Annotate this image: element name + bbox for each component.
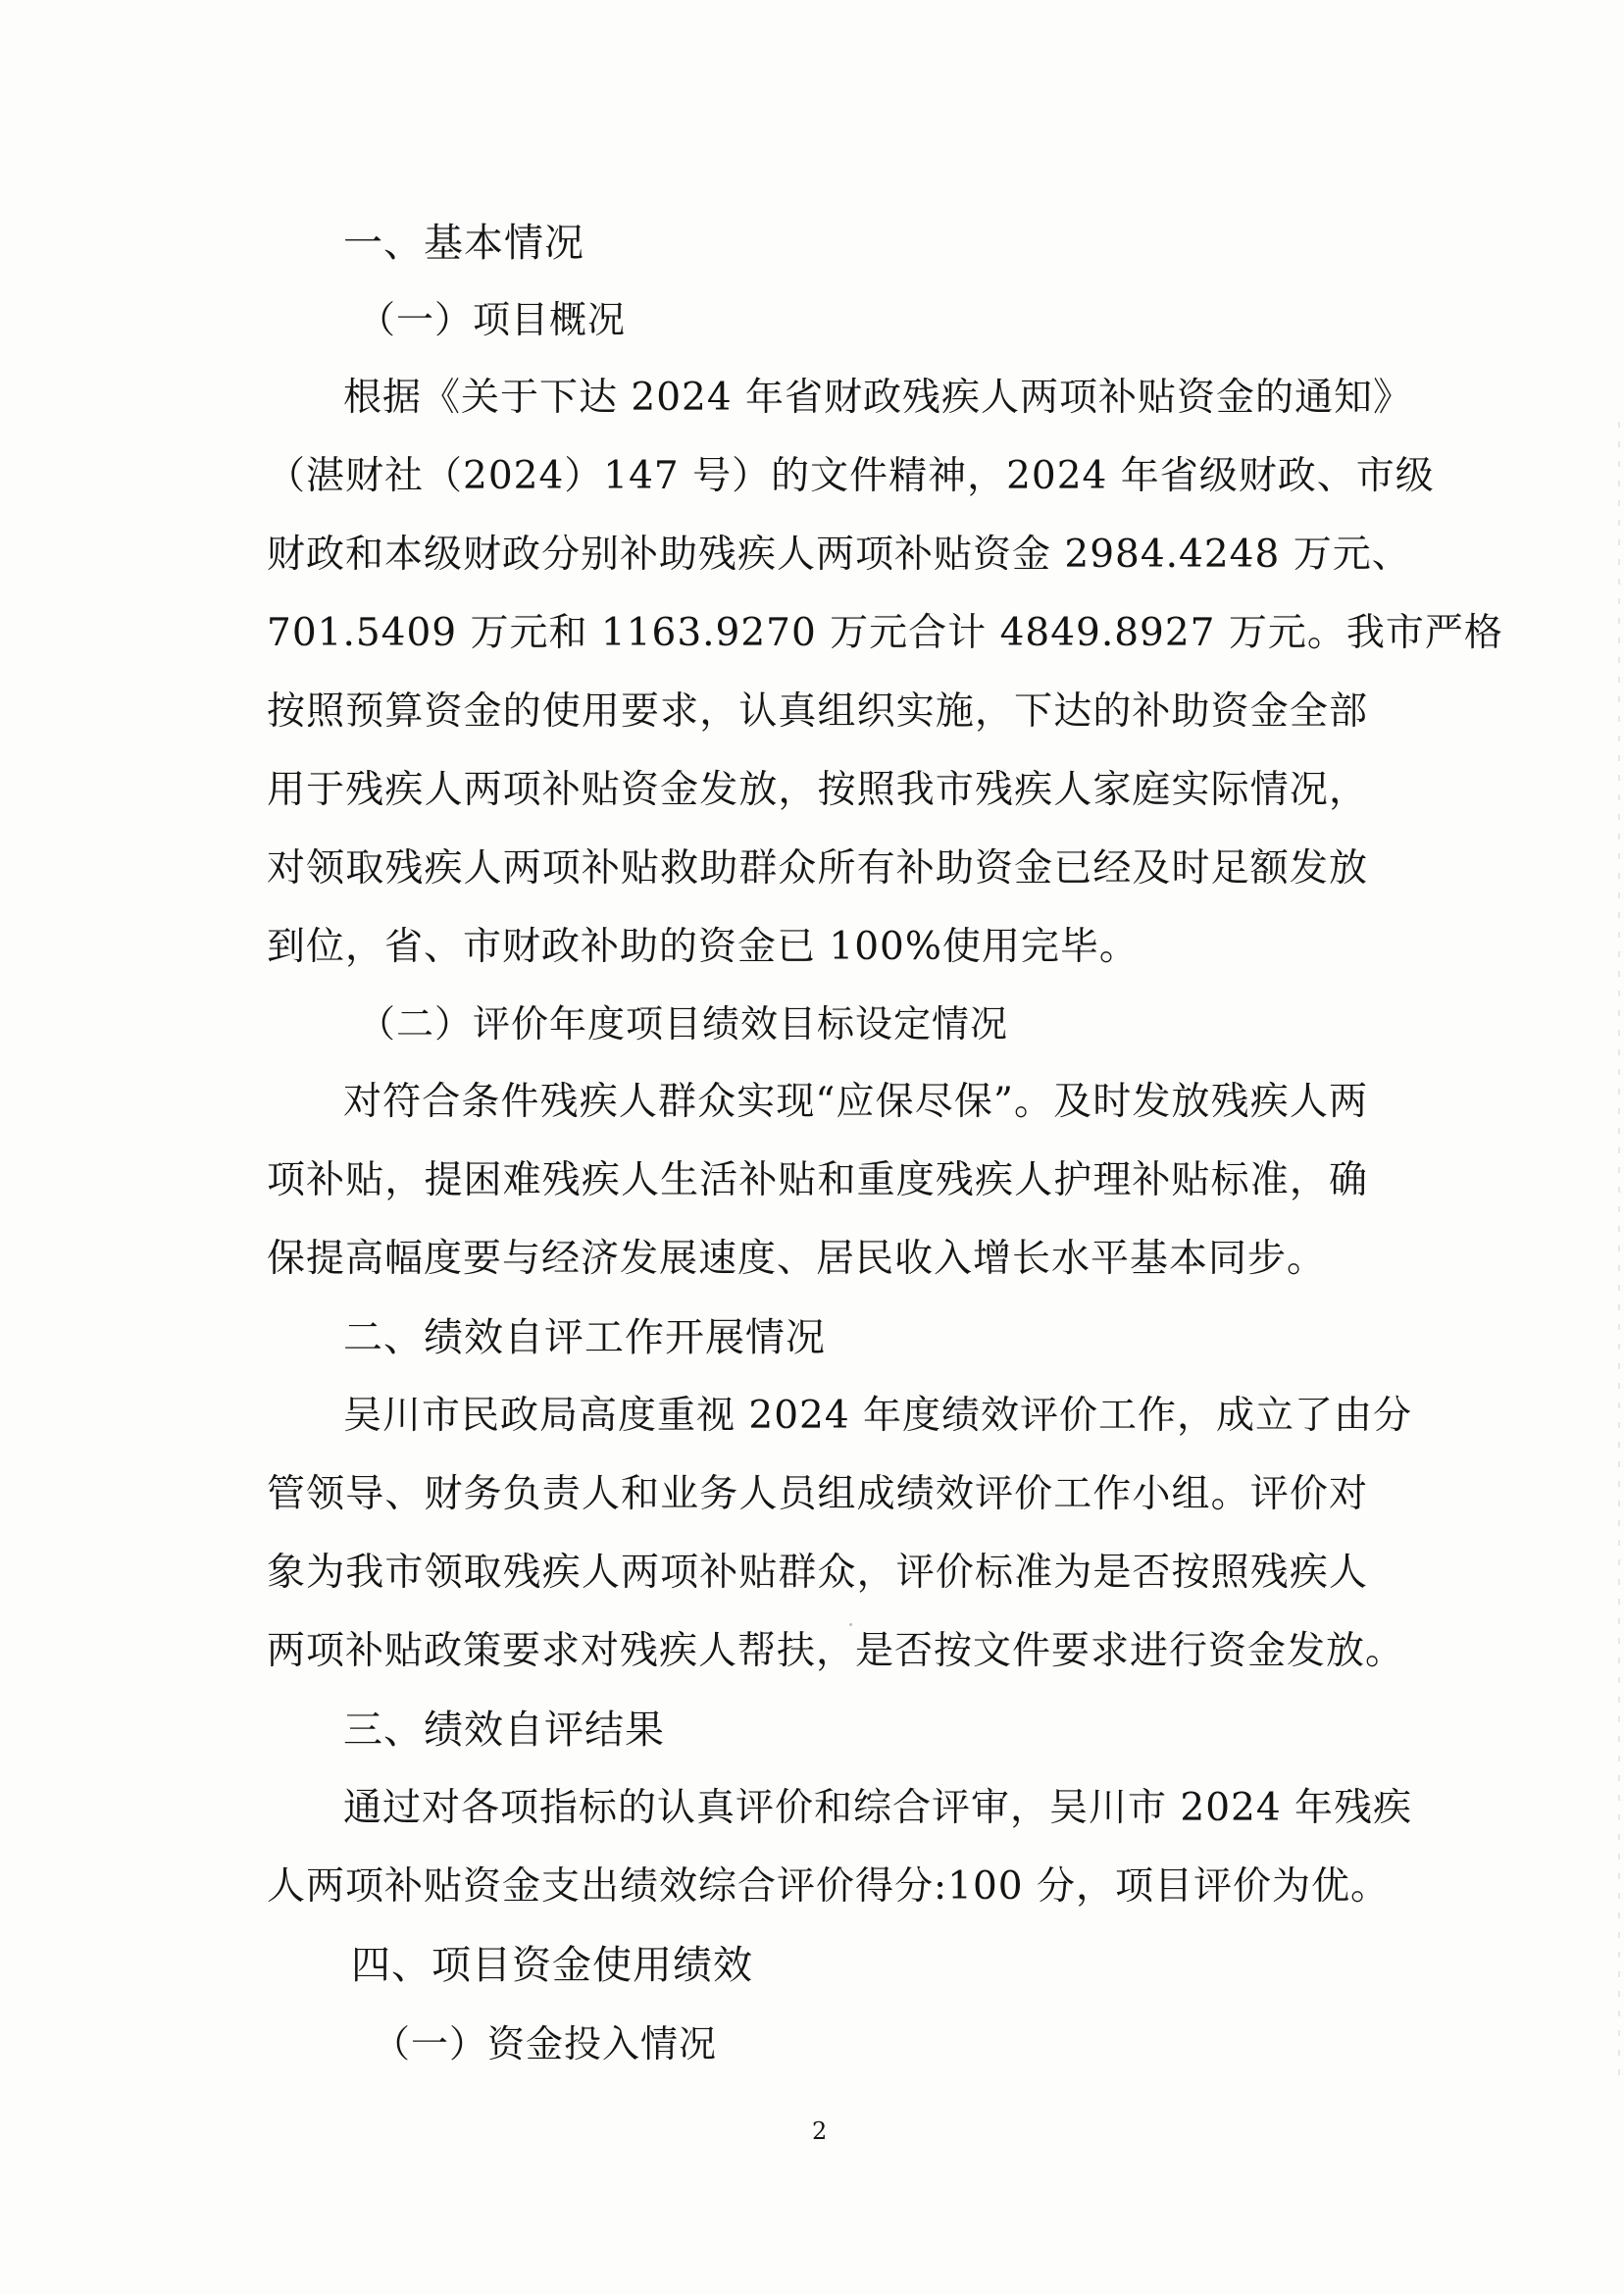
paragraph-line: 到位，省、市财政补助的资金已 100%使用完毕。 [267, 925, 1139, 969]
subheading-project-overview: （一）项目概况 [358, 298, 627, 341]
paragraph-line: 吴川市民政局高度重视 2024 年度绩效评价工作，成立了由分 [343, 1394, 1413, 1438]
paragraph-line: 根据《关于下达 2024 年省财政残疾人两项补贴资金的通知》 [343, 376, 1413, 420]
heading-self-evaluation-result: 三、绩效自评结果 [343, 1708, 665, 1753]
paragraph-line: 人两项补贴资金支出绩效综合评价得分:100 分，项目评价为优。 [267, 1864, 1390, 1909]
page-number: 2 [812, 2117, 828, 2145]
paragraph-line: 701.5409 万元和 1163.9270 万元合计 4849.8927 万元。我市严格 [267, 611, 1503, 655]
paragraph-line: 对符合条件残疾人群众实现“应保尽保”。及时发放残疾人两 [343, 1080, 1368, 1124]
paragraph-line: 财政和本级财政分别补助残疾人两项补贴资金 2984.4248 万元、 [267, 533, 1411, 577]
paragraph-line: 按照预算资金的使用要求，认真组织实施，下达的补助资金全部 [267, 689, 1368, 734]
paragraph-line: 象为我市领取残疾人两项补贴群众，评价标准为是否按照残疾人 [267, 1551, 1368, 1595]
scan-edge-mark [1618, 422, 1620, 2089]
paragraph-line: 管领导、财务负责人和业务人员组成绩效评价工作小组。评价对 [267, 1472, 1368, 1516]
paragraph-line: （湛财社（2024）147 号）的文件精神，2024 年省级财政、市级 [267, 454, 1435, 498]
paragraph-line: 两项补贴政策要求对残疾人帮扶，是否按文件要求进行资金发放。 [267, 1629, 1405, 1673]
heading-self-evaluation-work: 二、绩效自评工作开展情况 [343, 1315, 826, 1360]
heading-basic-situation: 一、基本情况 [343, 221, 584, 266]
heading-fund-usage-performance: 四、项目资金使用绩效 [351, 1943, 753, 1988]
subheading-performance-goals: （二）评价年度项目绩效目标设定情况 [358, 1002, 1009, 1045]
paragraph-line: 通过对各项指标的认真评价和综合评审，吴川市 2024 年残疾 [343, 1786, 1413, 1830]
paragraph-line: 保提高幅度要与经济发展速度、居民收入增长水平基本同步。 [267, 1237, 1327, 1281]
subheading-fund-input: （一）资金投入情况 [373, 2022, 718, 2065]
paragraph-line: 项补贴，提困难残疾人生活补贴和重度残疾人护理补贴标准，确 [267, 1158, 1368, 1202]
paragraph-line: 对领取残疾人两项补贴救助群众所有补助资金已经及时足额发放 [267, 846, 1368, 891]
paragraph-line: 用于残疾人两项补贴资金发放，按照我市残疾人家庭实际情况， [267, 768, 1368, 812]
